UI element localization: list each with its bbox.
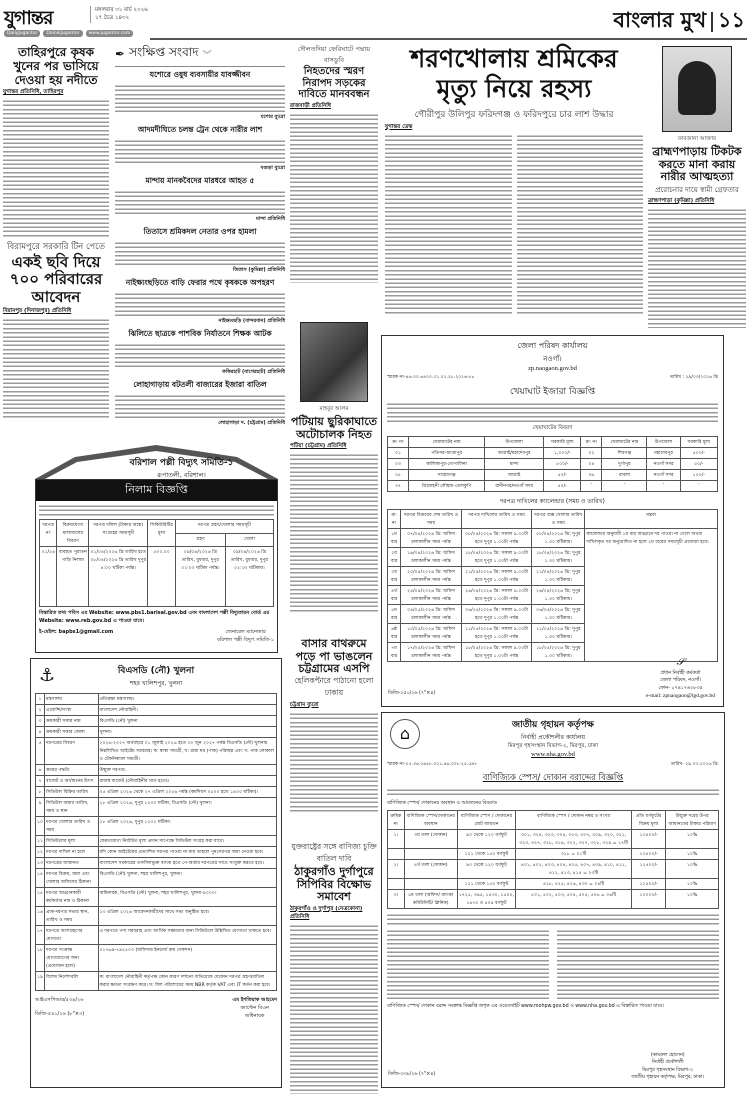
body-text	[115, 292, 285, 318]
table-cell: ৫ম বার	[388, 605, 401, 624]
table-cell: সিডিউল জমার তারিখ, সময় ও স্থান	[44, 798, 98, 817]
brief-item	[115, 176, 285, 224]
brief-credit: মান্দা প্রতিনিধি	[256, 216, 285, 222]
brief-item	[115, 329, 285, 377]
table-row	[388, 879, 719, 890]
body-text	[648, 208, 746, 328]
table-cell: ০১৭৬৯-৭৯২৫০৩ (অফিসার ইনচার্জ ক্রয় সেকশন)	[98, 945, 277, 972]
table-cell: ৫০/-	[680, 459, 717, 470]
brief-headline: যশোরে ওষুধ ব্যবসায়ীর যাবজ্জীবন	[149, 70, 251, 79]
body-text	[115, 190, 285, 216]
table-header-cell: দরপত্র বাক্স খোলার তারিখ ও সময়	[532, 510, 585, 529]
brief-headline: তিতাসে শ্রমিকদল নেতার ওপর হামলা	[143, 227, 257, 236]
table-cell: ১২১ থেকে ১৫০ বর্গফুট	[457, 879, 516, 890]
table-cell: ২০/০৪/২০২৬ খ্রি: অফিস চলাকালীন সময় পর্যন্ত	[401, 567, 462, 586]
table-cell: ১৮/০৪/২০২৬ খ্রি: সকাল ৯.০০টা হতে দুপুর ১.০০টা পর্যন্ত	[461, 548, 531, 567]
bank-list	[557, 929, 719, 999]
table-cell: ০১	[388, 448, 409, 459]
table-cell: মান্দা	[485, 459, 544, 470]
table-cell: দরপত্রে অংশগ্রহণের যোগ্যতা	[44, 926, 98, 945]
table-cell: এজেন্সি/সংস্থা	[44, 705, 98, 716]
auction-table: দরপত্র নং বিক্রয়যোগ্য মালামালের বিবরণ দরপত্র দলিল (টাকার অঙ্কে) সংগ্রহের সময়সূচী সিকিউরিটির মূল্য দরপত্র গ্রহণ/খোলার সময়সূচী গ্রহণ খোলা ০১/২৬ ব্যবহৃত পুরাতন গাড়ি নিলাম ০১/০৪/২০২৬ খ্রি তারিখ হতে ০৮/০৪/২০২৬ খ্রি তারিখ দুপুর ৪:০০ ঘটিকা পর্যন্ত। ৫০০.০০ ০৯/০৪/২০২৬ খ্রি তারিখ, বুধবার, দুপুর ০২:০০ ঘটিকা পর্যন্ত। ০৯/০৪/২০২৬ খ্রি তারিখ, বুধবার, দুপুর ০২:৩০ ঘটিকায়।	[39, 519, 274, 607]
table-row	[388, 470, 718, 481]
table-cell: ০৭	[388, 481, 409, 492]
table-cell: ৫	[36, 738, 45, 765]
table-cell: ১,০০০/-	[544, 448, 581, 459]
table-cell: ২৬/০৪/২০২৬ খ্রি: সকাল ৯.০০টা হতে দুপুর ১.০০টা পর্যন্ত	[461, 586, 531, 605]
table-cell: ত্রিমোহনী লৌহজ-তেলকুপি	[409, 481, 485, 492]
table-cell: অধিনায়ক, বিএসডি (নৌ) খুলনা, শহর খালিশপুর, খুলনা-৯০০০।	[98, 888, 277, 907]
ad-bsd-khulna: ⚓ বিএসডি (নৌ) খুলনা শহর খালিশপুর, খুলনা ১ মন্ত্রণালয় প্রতিরক্ষা মন্ত্রণালয়। ২ এজেন্সি/সংস্থা বাংলাদেশ নৌবাহিনী। ৩ ক্রয়কারী সত্তার নাম বিএসডি (নৌ) খুলনা ৪ ক্রয়কারী সত্তার জেলা খুলনা। ৫ দরপত্রের বিবরণ ২০২৬-২০২৭ অর্থবছরে ০১ জুলাই ২০২৬ হতে ৩০ জুন ২০২৭ পর্যন্ত বিএসডি (নৌ) খুলনায় নিম্নলিখিত আইটেম সরবরাহ। ক: স্বাস্থ্য সামগ্রী, খ: রান্না ঘর (পাক) পরিচ্ছন্ন এবং গ: পাক লোকাল ও টেকনিক্যাল সামগ্রী। ৬ ক্রয়ের পদ্ধতি উন্মুক্ত দরপত্র। ৭ বাজেট ও অর্থায়নের উৎস রাজস্ব বাজেট (নৌবাহিনীর খাত হতে)। ৮ সিডিউল বিক্রির তারিখ ০৫ এপ্রিল ২০২৬ থেকে ২৭ এপ্রিল ২০২৬ পর্যন্ত (কর্মদিবস ০৮০০ হতে ১৪০০ ঘটিকা)। ৯ সিডিউল জমার তারিখ, সময় ও স্থান ২৮ এপ্রিল ২০২৬, দুপুর ১২৩০ ঘটিকা, বিএসডি (নৌ) খুলনা। ১০ দরপত্র খোলার তারিখ ও সময় ২৮ এপ্রিল ২০২৬, দুপুর ১২৩১ ঘটিকা। ১১ সিডিউলের মূল্য ফেরতযোগ্য নির্ধারিত মূল্য প্রদান সাপেক্ষে সিডিউল সংগ্রহ করা যাবে। ১২ দরপত্র দাখিল না হলে যদি কোন আইটেমের প্রত্যাশিত দরপত্র পাওয়া না যায় তাহলে পুনঃদরপত্র জমা নেওয়া হবে। ১৩ দরপত্রের জামানত বাংলাদেশ সরকারের তফসিলভুক্ত ব্যাংক হতে পে-অর্ডার দরপত্রের সাথে সংযুক্ত করতে হবে। ১৪ দরপত্র বিক্রয়, জমা এবং খোলার অফিসের ঠিকানা বিএসডি (নৌ) খুলনা, শহর খালিশপুর, খুলনা। ১৫ দরপত্র আহ্বানকারী কর্মকর্তার নাম ও ঠিকানা অধিনায়ক, বিএসডি (নৌ) খুলনা, শহর খালিশপুর, খুলনা-৯০০০। ১৬ প্রাক-দরপত্র সভার স্থান, তারিখ ও সময় ১৩ এপ্রিল ২০২৬ আবেদনকারীদের সাথে সভা অনুষ্ঠিত হবে। ১৭ দরপত্রে অংশগ্রহণের যোগ্যতা এ দরপত্রে পণ্য সরবরাহ এবং আর্থিক সক্ষমতার জন্য সিডিউলে উল্লিখিত যোগ্যতা থাকতে হবে। ১৮ দরপত্র সংক্রান্ত যোগাযোগের জন্য (প্রয়োজন হলে) ০১৭৬৯-৭৯২৫০৩ (অফিসার ইনচার্জ ক্রয় সেকশন) ১৯ বিশেষ নির্দেশাবলি ক: বাংলাদেশ নৌবাহিনী কর্তৃপক্ষ কোন কারণ দর্শানো ব্যতিরেকে যেকোন দরপত্র গ্রহণ/বাতিল করার ক্ষমতা সংরক্ষণ করে। ঘ: বিল পরিশোধের সময় NBR কর্তৃক VAT এবং IT কর্তন করা হবে। আইএসপিআর/৫৩৪/২৬ ডিজি-৫৪১/২৬ (৮"×৩) এম ইশতিয়াক আহমেদ ক্যাপ্টেন বিএন অধিনায়ক	[30, 658, 282, 1088]
story-sp: বাসার বাথরুমে পড়ে পা ভাঙলেন চট্টগ্রামের এসপি হেলিকপ্টারে পাঠানো হলো ঢাকায় চট্টগ্রাম ব্যুরো	[290, 638, 378, 812]
table-row	[388, 459, 718, 470]
table-cell: ১৭	[36, 926, 45, 945]
table-cell: -	[602, 481, 647, 492]
table-cell: ১৭২৫, ৩৬৫, ১৪৩০, ১৫০০, ১৬৭০ ও ৪০৯ বর্গফুট	[457, 890, 516, 909]
table-cell: দরপত্র আহ্বানকারী কর্মকর্তার নাম ও ঠিকানা	[44, 888, 98, 907]
table-cell: দরপত্র দাখিল না হলে	[44, 847, 98, 858]
table-header-cell: ক্র: নং	[388, 437, 409, 448]
table-cell: ১০%	[666, 879, 719, 890]
lead-story: শরণখোলায় শ্রমিকের মৃত্যু নিয়ে রহস্য গৌরীপুর উলিপুর ফরিদগঞ্জ ও ফরিদপুরে চার লাশ উদ্ধার যুগান্তর ডেস্ক	[385, 44, 643, 314]
table-cell: ৫ম তলা (অফিস/ ব্যাংক/ কমিউনিটি/ ক্লিনিক)	[404, 890, 457, 909]
table-cell: ১।	[388, 830, 405, 849]
table-cell: ১৩	[36, 858, 45, 869]
brief-news: ✒ সংক্ষিপ্ত সংবাদ ︾ যশোরে ওষুধ ব্যবসায়ীর যাবজ্জীবন যশোর ব্যুরো আদমদীঘিতে চলন্ত ট্রেন থেকে নারীর লাশ বগুড়া ব্যুরো মান্দায় মানকবৈদের মারধরে আহত ৫ মান্দা প্রতিনিধি তিতাসে শ্রমিকদল নেতার ওপর হামলা তিতাস (কুমিল্লা) প্রতিনিধি নাইক্ষ্যংছড়িতে বাড়ি ফেরার পথে কৃষককে অপহরণ নাইক্ষ্যংছড়ি (বান্দরবান) প্রতিনিধি ঝিলিতে ছাত্রকে পাশবিক নির্যাতনে শিক্ষক আটক ফকিরহাট (বাগেরহাট) প্রতিনিধি লোহাগাড়ায় বটতলী বাজারের ইজারা বাতিল লোহাগাড়া দ. (চট্টগ্রাম) প্রতিনিধি	[115, 45, 285, 426]
table-cell: ১১	[36, 836, 45, 847]
table-cell: সাহেবগঞ্জ	[409, 470, 485, 481]
story-birampur: বিরামপুরে সরকারি টিন পেতে একই ছবি দিয়ে ৭০০ পরিবারের আবেদন বিরামপুর (দিনাজপুর) প্রতিনিধি	[3, 240, 109, 418]
notice-paragraph	[387, 788, 719, 798]
table-cell: সিডিউলের মূল্য	[44, 836, 98, 847]
table-header-cell: উপজেলা	[647, 437, 680, 448]
table-row	[36, 836, 277, 847]
shop-allocation-table	[387, 810, 719, 909]
table-cell: দরপত্রের বিবরণ	[44, 738, 98, 765]
social-links	[4, 30, 133, 37]
table-cell: ০৭/০৪/২০২৬ খ্রি: অফিস চলাকালীন সময় পর্যন্ত	[401, 529, 462, 548]
table-header-cell: সরকারি মূল্য	[680, 437, 717, 448]
brief-credit: নাইক্ষ্যংছড়ি (বান্দরবান) প্রতিনিধি	[218, 318, 285, 324]
table-cell: ১ম বার	[388, 529, 401, 548]
table-cell: ৭ম বার	[388, 643, 401, 662]
table-row	[388, 890, 719, 909]
brief-credit: যশোর ব্যুরো	[260, 114, 285, 120]
table-header-cell: খেয়াঘাটের নাম	[409, 437, 485, 448]
table-cell: ১২	[36, 847, 45, 858]
table-header-cell: প্রতি বর্গফুটের বিক্রয় মূল্য	[631, 811, 666, 830]
brief-item	[115, 125, 285, 173]
table-cell: ৩০১, ৩২৪, ৩২৩, ৩০৪, ৩২৩, ৩০৭, ৩০৯, ৩২০, ৩২১, ৩২৩, ৩২৭, ৩২৮, ৩১৯, ৩২২, ৩২৭, ৩২৮, ৩২৯ = ১৭টি	[516, 830, 632, 849]
table-cell: ২১/০৪/২০২৬ খ্রি: দুপুর ১.৩০ ঘটিকায়।	[532, 567, 585, 586]
table-cell: ০৫	[388, 470, 409, 481]
table-header-cell: উপজেলা	[485, 437, 544, 448]
table-cell: ১০০০০/-	[631, 890, 666, 909]
table-header-cell: ক্রমিক নং	[388, 811, 405, 830]
table-cell: ১০০/-	[680, 470, 717, 481]
table-row	[36, 945, 277, 972]
table-row	[36, 858, 277, 869]
brief-headline: মান্দায় মানকবৈদের মারধরে আহত ৫	[145, 176, 255, 185]
table-cell: ১০/০৫/২০২৬ খ্রি: অফিস চলাকালীন সময় পর্যন্ত	[401, 624, 462, 643]
nha-website-link[interactable]: www.nha.gov.bd	[531, 751, 575, 758]
brief-credit: বগুড়া ব্যুরো	[260, 165, 285, 171]
table-cell: ১৮/০৫/২০২৬ খ্রি: সকাল ৯.০০টা হতে দুপুর ১.০০টা পর্যন্ত	[461, 643, 531, 662]
zila-signature: 𝒮 প্রধান নির্বাহী কর্মকর্তা জেলা পরিষদ, নওগাঁ। ফোন- ০৭৪১৭৬২৮৩৫ e-mail: zpnaogaon@lgd.gov.bd	[645, 657, 715, 699]
table-row	[388, 448, 718, 459]
brief-item	[115, 278, 285, 326]
table-cell: ১৮/০৪/২০২৬ খ্রি: দুপুর ১.৩০ ঘটিকায়।	[532, 548, 585, 567]
body-text	[115, 139, 285, 165]
table-header-cell: উন্মুক্ত দরের উপর জামানতের টাকার পরিমাণ	[666, 811, 719, 830]
table-row	[36, 869, 277, 888]
chevron-down-icon: ︾	[202, 50, 212, 61]
table-header-cell: দরপত্র বিক্রয়ের শেষ তারিখ ও সময়	[401, 510, 462, 529]
table-cell: ২	[36, 705, 45, 716]
table-cell: ১১/০৫/২০২৬ খ্রি: সকাল ৯.০০টা হতে দুপুর ১.০০টা পর্যন্ত	[461, 624, 531, 643]
table-cell: ৫০১, ৫০২, ৫০৩, ৫০৪, ৫০৫, ৫০৬ = ০৬টি	[516, 890, 632, 909]
story-cpb: যুক্তরাষ্ট্রের সঙ্গে বাণিজ্য চুক্তি বাতিল দাবি ঠাকুরগাঁও দুর্গাপুরে সিপিবির বিক্ষোভ সমাবেশ ঠাকুরগাঁও ও দুর্গাপুর (নেত্রকোনা) প্রতিনিধি	[290, 842, 378, 1094]
table-cell: ০৪/০৫/২০২৬ খ্রি: অফিস চলাকালীন সময় পর্যন্ত	[401, 605, 462, 624]
table-cell: ৩১৮ = ০১টি	[516, 849, 632, 860]
social-twitter[interactable]: DainikJugantor	[43, 30, 82, 37]
table-cell: ০৬/০৫/২০২৬ খ্রি: দুপুর ১.৩০ ঘটিকায়।	[532, 605, 585, 624]
ad-barishal-pbs: বরিশাল পল্লী বিদ্যুৎ সমিতি-১ রূপাতলী, বরিশাল। নিলাম বিজ্ঞপ্তি দরপত্র নং বিক্রয়যোগ্য মালামালের বিবরণ দরপত্র দলিল (টাকার অঙ্কে) সংগ্রহের সময়সূচী সিকিউরিটির মূল্য দরপত্র গ্রহণ/খোলার সময়সূচী গ্রহণ খোলা ০১/২৬ ব্যবহৃত পুরাতন গাড়ি নিলাম ০১/০৪/২০২৬ খ্রি তারিখ হতে ০৮/০৪/২০২৬ খ্রি তারিখ দুপুর ৪:০০ ঘটিকা পর্যন্ত। ৫০০.০০ ০৯/০৪/২০২৬ খ্রি তারিখ, বুধবার, দুপুর ০২:০০ ঘটিকা পর্যন্ত। ০৯/০৪/২০২৬ খ্রি তারিখ, বুধবার, দুপুর ০২:৩০ ঘটিকায়। বিস্তারিত তথ্য পবিস এর Website: www.pbs1.barisal.gov.bd এবং বাংলাদেশ পল্লী বিদ্যুতায়ন বোর্ড এর Website: www.reb.gov.bd এ পাওয়া যাবে। ই-মেইল: bapbs1@gmail.com জেনারেল ম্যানেজার বরিশাল পল্লী বিদ্যুৎ সমিতি-১	[35, 443, 278, 653]
table-cell: ৫০০/-	[544, 459, 581, 470]
table-row	[36, 926, 277, 945]
nha-signature: (কামরুল হোসেন) নির্বাহী প্রকৌশলী মিরপুর গৃহসংস্থান বিভাগ-২ জাতীয় গৃহায়ন কর্তৃপক্ষ, মিরপুর, ঢাকা।	[631, 1053, 704, 1080]
table-cell: দরপত্র খোলার তারিখ ও সময়	[44, 817, 98, 836]
table-cell: ৫০/-	[544, 470, 581, 481]
table-cell: ৯	[36, 798, 45, 817]
ad-zila-parishad: জেলা পরিষদ কার্যালয় নওগাঁ। zp.naogaon.gov.bd স্মারক নং-৪৬.০০.৬৪০০.০১.০২.২৮.২০২৬-৮৮ তারিখ : ২৯/০৩/২০২৬ খ্রি খেয়াঘাট ইজারা বিজ্ঞপ্তি খেয়াঘাটের বিবরণ ক্র: নং খেয়াঘাটের নাম উপজেলা সরকারি মূল্য ক্র: নং খেয়াঘাটের নাম উপজেলা সরকারি মূল্য ০১ পতিসর-আত্রাপুর আত্রাই/মহাদেবপুর ১,০০০/- ০২ শিবগঞ্জ মহাদেবপুর ৫০০/- ০৩ কালিকাপুর-গোপালিনা মান্দা ৫০০/- ০৪ দুর্গাপুর নওগাঁ সদর ৫০/- ০৫ সাহেবগঞ্জ আত্রাই ৫০/- ০৬ বাবলা নওগাঁ সদর ১০০/- ০৭ ত্রিমোহনী লৌহজ-তেলকুপি রানীনগর/নওগাঁ সদর ৫০/- - - - - দরপত্র দাখিলের ক্যালেন্ডার (সময় ও তারিখ) ক্র: নং দরপত্র বিক্রয়ের শেষ তারিখ ও সময় দরপত্র দাখিলের তারিখ ও সময় দরপত্র বাক্স খোলার তারিখ ও সময় মন্তব্য ১ম বার ০৭/০৪/২০২৬ খ্রি: অফিস চলাকালীন সময় পর্যন্ত ০৮/০৪/২০২৬ খ্রি: সকাল ৯.০০টা হতে দুপুর ১.০০টা পর্যন্ত ০৮/০৪/২০২৬ খ্রি: দুপুর ১.৩০ ঘটিকায়। ক্যালেন্ডার অনুযায়ী ১ম বার আহ্বানে দর পাওয়া না গেলে অথবা দাখিলকৃত দর অনুমোদিত না হলে ২য় বারের সময়সূচী প্রযোজ্য হবে। ২য় বার ১৬/০৪/২০২৬ খ্রি: অফিস চলাকালীন সময় পর্যন্ত ১৮/০৪/২০২৬ খ্রি: সকাল ৯.০০টা হতে দুপুর ১.০০টা পর্যন্ত ১৮/০৪/২০২৬ খ্রি: দুপুর ১.৩০ ঘটিকায়। ৩য় বার ২০/০৪/২০২৬ খ্রি: অফিস চলাকালীন সময় পর্যন্ত ২১/০৪/২০২৬ খ্রি: সকাল ৯.০০টা হতে দুপুর ১.০০টা পর্যন্ত ২১/০৪/২০২৬ খ্রি: দুপুর ১.৩০ ঘটিকায়। ৪র্থ বার ২৪/০৪/২০২৬ খ্রি: অফিস চলাকালীন সময় পর্যন্ত ২৬/০৪/২০২৬ খ্রি: সকাল ৯.০০টা হতে দুপুর ১.০০টা পর্যন্ত ২৬/০৪/২০২৬ খ্রি: দুপুর ১.৩০ ঘটিকায়। ৫ম বার ০৪/০৫/২০২৬ খ্রি: অফিস চলাকালীন সময় পর্যন্ত ০৬/০৫/২০২৬ খ্রি: সকাল ৯.০০টা হতে দুপুর ১.০০টা পর্যন্ত ০৬/০৫/২০২৬ খ্রি: দুপুর ১.৩০ ঘটিকায়। ৬ষ্ঠ বার ১০/০৫/২০২৬ খ্রি: অফিস চলাকালীন সময় পর্যন্ত ১১/০৫/২০২৬ খ্রি: সকাল ৯.০০টা হতে দুপুর ১.০০টা পর্যন্ত ১১/০৫/২০২৬ খ্রি: দুপুর ১.৩০ ঘটিকায়। ৭ম বার ১৭/০৫/২০২৬ খ্রি: অফিস চলাকালীন সময় পর্যন্ত ১৮/০৫/২০২৬ খ্রি: সকাল ৯.০০টা হতে দুপুর ১.০০টা পর্যন্ত ১৮/০৫/২০২৬ খ্রি: দুপুর ১.৩০ ঘটিকায়। 𝒮 প্রধান নির্বাহী কর্মকর্তা জেলা পরিষদ, নওগাঁ। ফোন- ০৭৪১৭৬২৮৩৫ e-mail: zpnaogaon@lgd.gov.bd ডিজি-২৫০/২৬ (৭"×৪)	[381, 335, 724, 707]
table-row	[36, 694, 277, 705]
issue-date: মঙ্গলবার ৩১ মার্চ ২০২৬ ১৭ চৈত্র ১৪৩২	[90, 6, 148, 23]
table-cell: ১২৫০০/-	[631, 879, 666, 890]
table-cell: ০৮/০৪/২০২৬ খ্রি: দুপুর ১.৩০ ঘটিকায়।	[532, 529, 585, 548]
nha-house-logo-icon: ⌂	[390, 719, 420, 749]
table-cell: নওগাঁ সদর	[647, 470, 680, 481]
table-cell: ২য় বার	[388, 548, 401, 567]
table-cell: ৯০ থেকে ১২০ বর্গফুট	[457, 830, 516, 849]
zila-website-link[interactable]: zp.naogaon.gov.bd	[528, 365, 577, 372]
table-cell: ক্রয়কারী সত্তার জেলা	[44, 727, 98, 738]
table-header-cell: মন্তব্য	[585, 510, 718, 529]
table-cell: ১২১ থেকে ১৫০ বর্গফুট	[457, 849, 516, 860]
table-cell: ৭	[36, 776, 45, 787]
table-row	[36, 817, 277, 836]
table-cell: মহাদেবপুর	[647, 448, 680, 459]
story-patiya: মাহবুব আলম পটিয়ায় ছুরিকাঘাতে অটোচালক নিহত পটিয়া (চট্টগ্রাম) প্রতিনিধি	[290, 404, 378, 613]
table-cell: ০২	[581, 448, 602, 459]
brief-credit: ফকিরহাট (বাগেরহাট) প্রতিনিধি	[222, 369, 285, 375]
bank-list	[387, 929, 549, 999]
table-cell: বিশেষ নির্দেশাবলি	[44, 972, 98, 991]
website-link[interactable]: www.jugantor.com	[86, 30, 134, 37]
table-cell: ১৩৫০০/-	[631, 830, 666, 849]
table-cell: বাজেট ও অর্থায়নের উৎস	[44, 776, 98, 787]
tender-calendar-table	[387, 509, 718, 662]
table-cell	[388, 879, 405, 890]
table-cell: ৪০১, ৪০২, ৪০৩, ৪০৪, ৪০৫, ৪০৭, ৪০৯, ৪১০, ৪১১, ৪১২, ৪১৩, ৪১৫ = ২৩টি	[516, 860, 632, 879]
table-row	[36, 847, 277, 858]
body-text	[517, 134, 644, 314]
table-cell: বিএসডি (নৌ) খুলনা	[98, 716, 277, 727]
ferry-ghat-table	[387, 436, 718, 492]
table-cell: ১৩ এপ্রিল ২০২৬ আবেদনকারীদের সাথে সভা অনুষ্ঠিত হবে।	[98, 907, 277, 926]
body-text	[115, 84, 285, 114]
table-row	[36, 727, 277, 738]
table-cell: এ দরপত্রে পণ্য সরবরাহ এবং আর্থিক সক্ষমতার জন্য সিডিউলে উল্লিখিত যোগ্যতা থাকতে হবে।	[98, 926, 277, 945]
table-cell: বাবলা	[602, 470, 647, 481]
table-cell: বিএসডি (নৌ) খুলনা, শহর খালিশপুর, খুলনা।	[98, 869, 277, 888]
brief-credit: তিতাস (কুমিল্লা) প্রতিনিধি	[232, 267, 285, 273]
table-cell: ক: বাংলাদেশ নৌবাহিনী কর্তৃপক্ষ কোন কারণ দর্শানো ব্যতিরেকে যেকোন দরপত্র গ্রহণ/বাতিল করার ক্ষমতা সংরক্ষণ করে। ঘ: বিল পরিশোধের সময় NBR কর্তৃক VAT এবং IT কর্তন করা হবে।	[98, 972, 277, 991]
brief-headline: নাইক্ষ্যংছড়িতে বাড়ি ফেরার পথে কৃষককে অপহরণ	[125, 278, 275, 287]
body-text	[115, 394, 285, 420]
table-cell: ফেরতযোগ্য নির্ধারিত মূল্য প্রদান সাপেক্ষে সিডিউল সংগ্রহ করা যাবে।	[98, 836, 277, 847]
table-cell: রানীনগর/নওগাঁ সদর	[485, 481, 544, 492]
table-cell	[404, 879, 457, 890]
table-cell: আত্রাই	[485, 470, 544, 481]
table-cell: ৮	[36, 787, 45, 798]
table-cell: ক্রয়ের পদ্ধতি	[44, 765, 98, 776]
table-cell: ১৮	[36, 945, 45, 972]
table-row	[36, 787, 277, 798]
table-row	[36, 907, 277, 926]
table-cell: ২৮ এপ্রিল ২০২৬, দুপুর ১২৩০ ঘটিকা, বিএসডি (নৌ) খুলনা।	[98, 798, 277, 817]
table-row	[36, 798, 277, 817]
table-cell	[404, 849, 457, 860]
table-cell: ৬	[36, 765, 45, 776]
table-cell: ৩য় বার	[388, 567, 401, 586]
table-cell: বাংলাদেশ নৌবাহিনী।	[98, 705, 277, 716]
table-row	[36, 765, 277, 776]
table-cell: ৫০/-	[544, 481, 581, 492]
table-cell: নওগাঁ সদর	[647, 459, 680, 470]
table-header-cell: খেয়াঘাটের নাম	[602, 437, 647, 448]
table-cell: শিবগঞ্জ	[602, 448, 647, 459]
remark-cell: ক্যালেন্ডার অনুযায়ী ১ম বার আহ্বানে দর পাওয়া না গেলে অথবা দাখিলকৃত দর অনুমোদিত না হলে ২য় বারের সময়সূচী প্রযোজ্য হবে।	[585, 529, 718, 662]
table-cell: ২১/০৪/২০২৬ খ্রি: সকাল ৯.০০টা হতে দুপুর ১.০০টা পর্যন্ত	[461, 567, 531, 586]
brief-headline: আদমদীঘিতে চলন্ত ট্রেন থেকে নারীর লাশ	[137, 125, 263, 134]
table-cell	[388, 849, 405, 860]
table-cell: ১০%	[666, 860, 719, 879]
section-title: বাংলার মুখ ১১	[613, 4, 745, 39]
table-cell: পতিসর-আত্রাপুর	[409, 448, 485, 459]
table-cell: ১৫	[36, 888, 45, 907]
tender-info-table	[35, 693, 277, 991]
table-cell: -	[647, 481, 680, 492]
table-cell: ৪র্থ তলা (দোকান)	[404, 860, 457, 879]
table-cell: কালিকাপুর-গোপালিনা	[409, 459, 485, 470]
table-cell: দরপত্র বিক্রয়, জমা এবং খোলার অফিসের ঠিকানা	[44, 869, 98, 888]
body-text	[385, 134, 512, 314]
table-cell: ১৯	[36, 972, 45, 991]
table-cell: ০৬	[581, 470, 602, 481]
table-row	[388, 849, 719, 860]
notice-paragraph	[387, 913, 719, 925]
brief-headline: লোহাগাড়ায় বটতলী বাজারের ইজারা বাতিল	[133, 380, 267, 389]
table-cell: প্রাক-দরপত্র সভার স্থান, তারিখ ও সময়	[44, 907, 98, 926]
table-row	[36, 972, 277, 991]
ad-nha: ⌂ জাতীয় গৃহায়ন কর্তৃপক্ষ নির্বাহী প্রকৌশলীর কার্যালয় মিরপুর গৃহসংস্থান বিভাগ-২, মিরপুর, ঢাকা www.nha.gov.bd স্মারক নং-২৫.৩৬.২৬৫৮.৩২১.৪৬.০০৮.২৫.৫৯৭ তারিখ- ২৯.০৩.২০২৬ খ্রি. বাণিজ্যিক স্পেস/ দোকান বরাদ্দের বিজ্ঞপ্তি বাণিজ্যিক স্পেস/ দোকানের অবস্থান ও আয়তনের বিবরণঃ ক্রমিক নং বাণিজ্যিক স্পেস/দোকানের অবস্থান বাণিজ্যিক স্পেস / দোকানের মোট আয়তন বাণিজ্যিক স্পেস / দোকান নম্বর ও সংখ্যা প্রতি বর্গফুটের বিক্রয় মূল্য উন্মুক্ত দরের উপর জামানতের টাকার পরিমাণ ১। ৩য় তলা (দোকান) ৯০ থেকে ১২০ বর্গফুট ৩০১, ৩২৪, ৩২৩, ৩০৪, ৩২৩, ৩০৭, ৩০৯, ৩২০, ৩২১, ৩২৩, ৩২৭, ৩২৮, ৩১৯, ৩২২, ৩২৭, ৩২৮, ৩২৯ = ১৭টি ১৩৫০০/- ১০% ১২১ থেকে ১৫০ বর্গফুট ৩১৮ = ০১টি ১৩৫০০/- ১০% ২। ৪র্থ তলা (দোকান) ৯০ থেকে ১২০ বর্গফুট ৪০১, ৪০২, ৪০৩, ৪০৪, ৪০৫, ৪০৭, ৪০৯, ৪১০, ৪১১, ৪১২, ৪১৩, ৪১৫ = ২৩টি ১২৫০০/- ১০% ১২১ থেকে ১৫০ বর্গফুট ৪১৮, ৪২৫, ৪২৬, ৪৩০ = ০৪টি ১২৫০০/- ১০% ৩। ৫ম তলা (অফিস/ ব্যাংক/ কমিউনিটি/ ক্লিনিক) ১৭২৫, ৩৬৫, ১৪৩০, ১৫০০, ১৬৭০ ও ৪০৯ বর্গফুট ৫০১, ৫০২, ৫০৩, ৫০৪, ৫০৫, ৫০৬ = ০৬টি ১০০০০/- ১০% বাণিজ্যিক স্পেস/ দোকান বরাদ্দ সংক্রান্ত বিজ্ঞপ্তি জগৃক এর ওয়েবসাইট www.mohpw.gov.bd ও www.nha.gov.bd এ বিস্তারিত পাওয়া যাবে। (কামরুল হোসেন) নির্বাহী প্রকৌশলী মিরপুর গৃহসংস্থান বিভাগ-২ জাতীয় গৃহায়ন কর্তৃপক্ষ, মিরপুর, ঢাকা। ডিজি-৩৩৮/২৬ (৭"×৪)	[381, 712, 725, 1088]
masthead-logo: যুগান্তর	[4, 7, 53, 29]
table-row	[36, 716, 277, 727]
table-cell: ৪১৮, ৪২৫, ৪২৬, ৪৩০ = ০৪টি	[516, 879, 632, 890]
table-cell: -	[581, 481, 602, 492]
table-header-cell: বাণিজ্যিক স্পেস / দোকানের মোট আয়তন	[457, 811, 516, 830]
brief-item	[115, 70, 285, 122]
table-row	[388, 529, 718, 548]
navy-anchor-icon: ⚓	[39, 665, 56, 686]
table-cell: উন্মুক্ত দরপত্র।	[98, 765, 277, 776]
table-header-cell: বাণিজ্যিক স্পেস/দোকানের অবস্থান	[404, 811, 457, 830]
body-text	[3, 318, 109, 418]
table-header-cell: বাণিজ্যিক স্পেস / দোকান নম্বর ও সংখ্যা	[516, 811, 632, 830]
table-cell: ৯০ থেকে ১২০ বর্গফুট	[457, 860, 516, 879]
table-header-cell: সরকারি মূল্য	[544, 437, 581, 448]
table-cell: ০৬/০৫/২০২৬ খ্রি: সকাল ৯.০০টা হতে দুপুর ১.০০টা পর্যন্ত	[461, 605, 531, 624]
table-row	[388, 830, 719, 849]
body-text	[290, 453, 378, 613]
table-cell: ১০	[36, 817, 45, 836]
body-text	[290, 924, 378, 1094]
social-facebook[interactable]: DailyJugantor	[4, 30, 40, 37]
table-row	[36, 888, 277, 907]
story-daulatdia: দৌলতদিয়া ফেরিঘাটে পদ্মায় বাসডুবি নিহতদের স্মরণ নিরাপদ সড়কের দাবিতে মানববন্ধন রাজবাড়ী প্রতিনিধি	[290, 44, 378, 283]
photo-farzana	[662, 46, 732, 132]
body-text	[3, 99, 109, 239]
table-cell: ক্রয়কারী সত্তার নাম	[44, 716, 98, 727]
table-cell: ১০%	[666, 849, 719, 860]
brief-credit: লোহাগাড়া দ. (চট্টগ্রাম) প্রতিনিধি	[218, 420, 285, 426]
photo-mahbub	[300, 322, 368, 402]
table-cell: মন্ত্রণালয়	[44, 694, 98, 705]
table-cell: ০৫ এপ্রিল ২০২৬ থেকে ২৭ এপ্রিল ২০২৬ পর্যন্ত (কর্মদিবস ০৮০০ হতে ১৪০০ ঘটিকা)।	[98, 787, 277, 798]
table-cell: ১১/০৫/২০২৬ খ্রি: দুপুর ১.৩০ ঘটিকায়।	[532, 624, 585, 643]
header-rule	[150, 38, 747, 40]
table-cell: সিডিউল বিক্রির তারিখ	[44, 787, 98, 798]
table-header-cell: ক্র: নং	[388, 510, 401, 529]
pen-icon: ✒	[115, 47, 126, 61]
table-row	[388, 860, 719, 879]
table-header-cell: ক্র: নং	[581, 437, 602, 448]
table-row	[36, 776, 277, 787]
table-cell: দুর্গাপুর	[602, 459, 647, 470]
table-cell: ২।	[388, 860, 405, 879]
table-cell: ১২৫০০/-	[631, 860, 666, 879]
table-cell: ১৮/০৫/২০২৬ খ্রি: দুপুর ১.৩০ ঘটিকায়।	[532, 643, 585, 662]
table-row	[36, 738, 277, 765]
table-cell: খুলনা।	[98, 727, 277, 738]
table-cell: ১৩৫০০/-	[631, 849, 666, 860]
table-cell: ০৮/০৪/২০২৬ খ্রি: সকাল ৯.০০টা হতে দুপুর ১.০০টা পর্যন্ত	[461, 529, 531, 548]
table-cell: ৪	[36, 727, 45, 738]
table-row	[388, 481, 718, 492]
table-cell: ২৪/০৪/২০২৬ খ্রি: অফিস চলাকালীন সময় পর্যন্ত	[401, 586, 462, 605]
table-cell: দরপত্রের জামানত	[44, 858, 98, 869]
table-cell: বাংলাদেশ সরকারের তফসিলভুক্ত ব্যাংক হতে পে-অর্ডার দরপত্রের সাথে সংযুক্ত করতে হবে।	[98, 858, 277, 869]
notice-paragraph	[387, 402, 718, 422]
table-cell: ৪র্থ বার	[388, 586, 401, 605]
table-cell: ২৮ এপ্রিল ২০২৬, দুপুর ১২৩১ ঘটিকা।	[98, 817, 277, 836]
body-text	[290, 113, 378, 283]
table-cell: ৩।	[388, 890, 405, 909]
table-cell: ০৪	[581, 459, 602, 470]
table-cell: ২০২৬-২০২৭ অর্থবছরে ০১ জুলাই ২০২৬ হতে ৩০ জুন ২০২৭ পর্যন্ত বিএসডি (নৌ) খুলনায় নিম্নলিখিত আইটেম সরবরাহ। ক: স্বাস্থ্য সামগ্রী, খ: রান্না ঘর (পাক) পরিচ্ছন্ন এবং গ: পাক লোকাল ও টেকনিক্যাল সামগ্রী।	[98, 738, 277, 765]
story-tahirpur: তাহিরপুরে কৃষক খুনের পর ভাসিয়ে দেওয়া হয় নদীতে যুগান্তর প্রতিনিধি, তাহিরপুর	[3, 46, 109, 239]
brief-item	[115, 380, 285, 428]
table-cell: ১৬	[36, 907, 45, 926]
page-number: ১১	[717, 7, 745, 32]
body-text	[115, 241, 285, 267]
table-cell: ৫০০/-	[680, 448, 717, 459]
signature-scribble: 𝒮	[676, 657, 685, 669]
table-cell: ৩	[36, 716, 45, 727]
table-cell: ১০%	[666, 890, 719, 909]
table-cell: ৩য় তলা (দোকান)	[404, 830, 457, 849]
table-cell: আত্রাই/মহাদেবপুর	[485, 448, 544, 459]
table-cell: ০৩	[388, 459, 409, 470]
table-cell: রাজস্ব বাজেট (নৌবাহিনীর খাত হতে)।	[98, 776, 277, 787]
table-cell: ১৪	[36, 869, 45, 888]
notice-paragraph	[39, 504, 274, 516]
brief-item	[115, 227, 285, 275]
body-text	[290, 712, 378, 812]
table-cell: ১৬/০৪/২০২৬ খ্রি: অফিস চলাকালীন সময় পর্যন্ত	[401, 548, 462, 567]
table-cell: যদি কোন আইটেমের প্রত্যাশিত দরপত্র পাওয়া না যায় তাহলে পুনঃদরপত্র জমা নেওয়া হবে।	[98, 847, 277, 858]
table-cell: ১০%	[666, 830, 719, 849]
table-header-cell: দরপত্র দাখিলের তারিখ ও সময়	[461, 510, 531, 529]
story-brahmanpara: ফারজানা আক্তার ব্রাহ্মণপাড়ায় টিকটক করতে মানা করায় নারীর আত্মহত্যা প্ররোচনার দায়ে স্বামী গ্রেফতার ব্রাহ্মণপাড়া (কুমিল্লা) প্রতিনিধি	[648, 134, 746, 328]
table-cell: ৬ষ্ঠ বার	[388, 624, 401, 643]
table-cell: ১৭/০৫/২০২৬ খ্রি: অফিস চলাকালীন সময় পর্যন্ত	[401, 643, 462, 662]
table-cell: প্রতিরক্ষা মন্ত্রণালয়।	[98, 694, 277, 705]
body-text	[115, 343, 285, 369]
table-cell: ২৬/০৪/২০২৬ খ্রি: দুপুর ১.৩০ ঘটিকায়।	[532, 586, 585, 605]
table-cell: -	[680, 481, 717, 492]
table-row	[36, 705, 277, 716]
table-cell: দরপত্র সংক্রান্ত যোগাযোগের জন্য (প্রয়োজন হলে)	[44, 945, 98, 972]
table-cell: ১	[36, 694, 45, 705]
brief-headline: ঝিলিতে ছাত্রকে পাশবিক নির্যাতনে শিক্ষক আটক	[128, 329, 272, 338]
